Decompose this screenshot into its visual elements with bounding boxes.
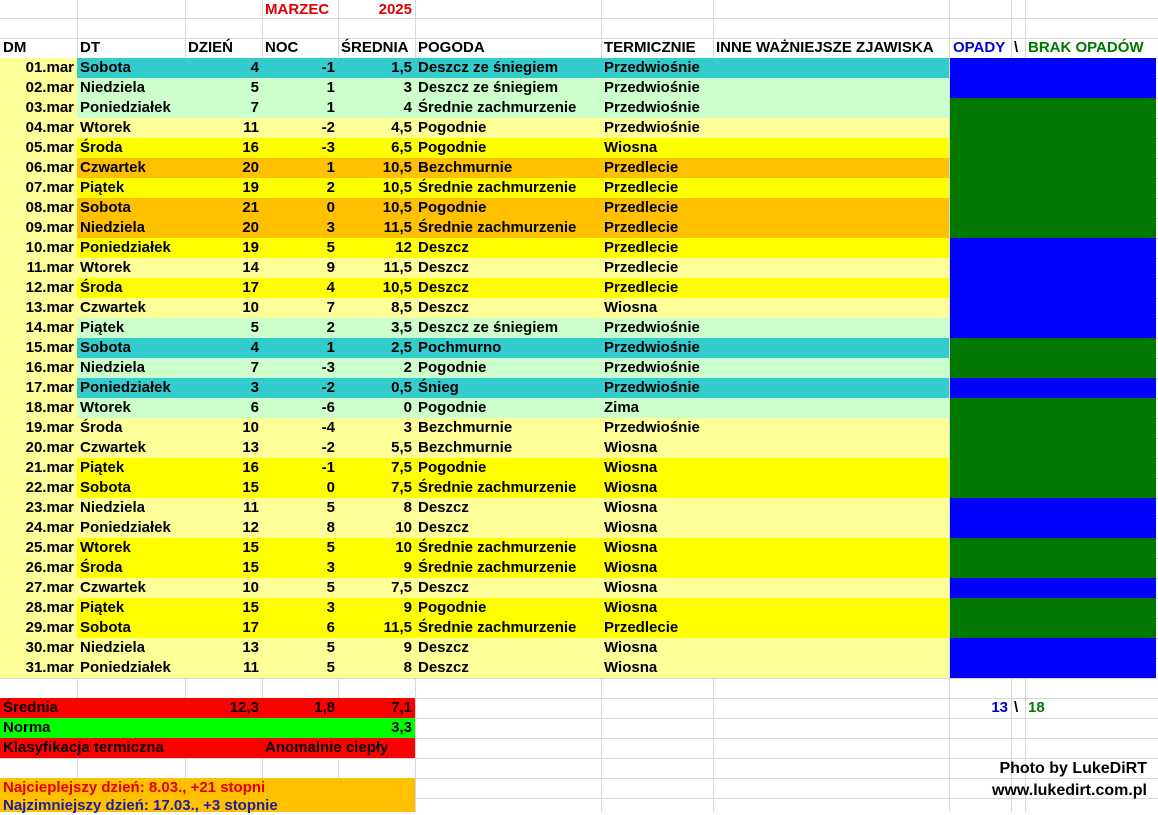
cell-dt: Środa <box>80 419 123 436</box>
cell-dm: 25.mar <box>25 539 74 556</box>
cell-thermal: Przedlecie <box>604 259 679 276</box>
cell-night: -1 <box>321 459 335 476</box>
cell-day: 15 <box>242 559 259 576</box>
cell-avg: 2,5 <box>391 339 412 356</box>
cell-weather: Deszcz <box>418 259 469 276</box>
cell-night: -1 <box>321 59 335 76</box>
photo-credit: Photo by LukeDiRT <box>999 760 1147 777</box>
summary-separator: \ <box>1014 699 1019 716</box>
cell-avg: 9 <box>403 599 412 616</box>
precip-days-count: 13 <box>991 699 1008 716</box>
cell-avg: 0 <box>403 399 412 416</box>
cell-thermal: Wiosna <box>604 299 658 316</box>
cell-night: 5 <box>326 499 335 516</box>
cell-thermal: Przedlecie <box>604 199 679 216</box>
precip-indicator <box>950 518 1156 538</box>
cell-night: 9 <box>326 259 335 276</box>
cell-weather: Średnie zachmurzenie <box>418 619 577 636</box>
cell-weather: Deszcz <box>418 639 469 656</box>
cell-night: -6 <box>321 399 335 416</box>
cell-dm: 28.mar <box>25 599 74 616</box>
cell-weather: Pochmurno <box>418 339 502 356</box>
cell-dm: 10.mar <box>25 239 74 256</box>
cell-day: 11 <box>243 659 259 676</box>
cell-weather: Średnie zachmurzenie <box>418 479 577 496</box>
cell-weather: Pogodnie <box>418 139 487 156</box>
average-day: 12,3 <box>229 699 259 716</box>
cell-thermal: Przedwiośnie <box>604 59 700 76</box>
cell-day: 19 <box>242 179 259 196</box>
cell-avg: 9 <box>403 559 412 576</box>
cell-night: 5 <box>326 659 335 676</box>
average-mean: 7,1 <box>391 699 412 716</box>
header-dt: DT <box>80 39 100 56</box>
cell-thermal: Przedlecie <box>604 219 679 236</box>
cell-dm: 26.mar <box>25 559 74 576</box>
precip-indicator <box>950 298 1156 318</box>
cell-thermal: Wiosna <box>604 639 658 656</box>
cell-dm: 07.mar <box>25 179 74 196</box>
cell-dm: 23.mar <box>25 499 74 516</box>
cell-weather: Pogodnie <box>418 459 487 476</box>
cell-day: 4 <box>250 339 259 356</box>
cell-dm: 18.mar <box>25 399 74 416</box>
cell-thermal: Przedwiośnie <box>604 79 700 96</box>
header-separator: \ <box>1014 39 1019 56</box>
cell-avg: 11,5 <box>383 219 412 236</box>
header-avg: ŚREDNIA <box>341 39 409 56</box>
cell-day: 10 <box>242 579 259 596</box>
cell-avg: 7,5 <box>391 459 412 476</box>
cell-dt: Czwartek <box>80 159 146 176</box>
cell-night: 2 <box>326 179 335 196</box>
cell-night: 3 <box>326 219 335 236</box>
classification-label: Klasyfikacja termiczna <box>3 739 164 756</box>
no-precip-indicator <box>950 558 1156 578</box>
header-precip: OPADY <box>953 39 1006 56</box>
cell-avg: 6,5 <box>391 139 412 156</box>
cell-thermal: Przedwiośnie <box>604 339 700 356</box>
cell-night: 2 <box>326 319 335 336</box>
cell-night: 4 <box>326 279 335 296</box>
cell-weather: Deszcz ze śniegiem <box>418 79 559 96</box>
cell-avg: 7,5 <box>391 479 412 496</box>
no-precip-indicator <box>950 198 1156 218</box>
cell-day: 5 <box>250 79 259 96</box>
no-precip-indicator <box>950 538 1156 558</box>
cell-dm: 19.mar <box>25 419 74 436</box>
cell-avg: 3,5 <box>391 319 412 336</box>
cell-night: -4 <box>321 419 335 436</box>
cell-dt: Piątek <box>80 599 125 616</box>
cell-day: 20 <box>242 219 259 236</box>
cell-avg: 10,5 <box>382 159 412 176</box>
cell-dt: Wtorek <box>80 539 131 556</box>
cell-night: 8 <box>326 519 335 536</box>
cell-night: -2 <box>321 119 335 136</box>
cell-dm: 16.mar <box>25 359 74 376</box>
cell-avg: 10 <box>395 519 412 536</box>
cell-night: 7 <box>326 299 335 316</box>
cell-weather: Pogodnie <box>418 399 487 416</box>
cell-day: 10 <box>242 419 259 436</box>
cell-night: 0 <box>326 479 335 496</box>
classification-value: Anomalnie ciepły <box>265 739 389 756</box>
grid-row-line <box>0 18 1158 19</box>
cell-day: 7 <box>250 359 259 376</box>
cell-weather: Średnie zachmurzenie <box>418 179 577 196</box>
cell-thermal: Przedlecie <box>604 619 679 636</box>
cell-day: 6 <box>250 399 259 416</box>
cell-thermal: Wiosna <box>604 539 658 556</box>
no-precip-indicator <box>950 398 1156 418</box>
cell-day: 12 <box>242 519 259 536</box>
cell-dm: 24.mar <box>25 519 74 536</box>
cell-dt: Środa <box>80 139 123 156</box>
cell-weather: Pogodnie <box>418 119 487 136</box>
cell-thermal: Wiosna <box>604 439 658 456</box>
cell-dt: Sobota <box>80 59 131 76</box>
no-precip-indicator <box>950 458 1156 478</box>
cell-avg: 8 <box>403 659 412 676</box>
cell-dm: 31.mar <box>25 659 74 676</box>
cell-dt: Sobota <box>80 199 131 216</box>
cell-thermal: Wiosna <box>604 139 658 156</box>
precip-indicator <box>950 658 1156 678</box>
cell-day: 16 <box>242 139 259 156</box>
no-precip-indicator <box>950 598 1156 618</box>
cell-avg: 10,5 <box>382 279 412 296</box>
cell-dt: Czwartek <box>80 299 146 316</box>
cell-thermal: Przedwiośnie <box>604 99 700 116</box>
no-precip-indicator <box>950 358 1156 378</box>
cell-dm: 30.mar <box>25 639 74 656</box>
cell-dt: Niedziela <box>80 499 146 516</box>
cell-avg: 8 <box>403 499 412 516</box>
cell-weather: Śnieg <box>418 379 459 396</box>
cell-weather: Deszcz <box>418 579 469 596</box>
cell-dm: 02.mar <box>25 79 74 96</box>
cell-avg: 3 <box>403 419 412 436</box>
cell-day: 15 <box>242 479 259 496</box>
cell-weather: Średnie zachmurzenie <box>418 539 577 556</box>
cell-dt: Niedziela <box>80 639 146 656</box>
cell-thermal: Przedwiośnie <box>604 359 700 376</box>
website-link[interactable]: www.lukedirt.com.pl <box>992 782 1147 799</box>
cell-dt: Sobota <box>80 339 131 356</box>
cell-weather: Średnie zachmurzenie <box>418 559 577 576</box>
cell-avg: 0,5 <box>391 379 412 396</box>
cell-thermal: Wiosna <box>604 579 658 596</box>
no-precip-indicator <box>950 98 1156 118</box>
cell-avg: 10,5 <box>382 179 412 196</box>
cell-dt: Wtorek <box>80 399 131 416</box>
header-other: INNE WAŻNIEJSZE ZJAWISKA <box>716 39 934 56</box>
cell-weather: Deszcz <box>418 299 469 316</box>
cell-day: 3 <box>250 379 259 396</box>
no-precip-indicator <box>950 178 1156 198</box>
cell-thermal: Przedlecie <box>604 179 679 196</box>
cell-thermal: Wiosna <box>604 599 658 616</box>
precip-indicator <box>950 58 1156 78</box>
cell-day: 5 <box>250 319 259 336</box>
cell-night: -3 <box>321 139 335 156</box>
cell-night: 5 <box>326 639 335 656</box>
cell-night: -2 <box>321 379 335 396</box>
cell-weather: Deszcz <box>418 279 469 296</box>
cell-thermal: Przedwiośnie <box>604 379 700 396</box>
cell-night: 1 <box>326 99 335 116</box>
cell-day: 21 <box>242 199 259 216</box>
no-precip-indicator <box>950 338 1156 358</box>
average-label: Średnia <box>3 699 59 716</box>
cell-day: 17 <box>242 619 259 636</box>
cell-night: -3 <box>321 359 335 376</box>
cell-dm: 04.mar <box>25 119 74 136</box>
coldest-day-note: Najzimniejszy dzień: 17.03., +3 stopnie <box>3 797 278 814</box>
norm-label: Norma <box>3 719 51 736</box>
cell-dm: 01.mar <box>25 59 74 76</box>
cell-dm: 21.mar <box>25 459 74 476</box>
cell-day: 4 <box>250 59 259 76</box>
cell-weather: Deszcz ze śniegiem <box>418 59 559 76</box>
cell-day: 7 <box>250 99 259 116</box>
cell-dt: Poniedziałek <box>80 519 171 536</box>
cell-dt: Środa <box>80 279 123 296</box>
cell-avg: 7,5 <box>391 579 412 596</box>
cell-dt: Piątek <box>80 179 125 196</box>
cell-thermal: Wiosna <box>604 499 658 516</box>
cell-avg: 11,5 <box>383 619 412 636</box>
cell-dt: Poniedziałek <box>80 659 171 676</box>
precip-indicator <box>950 78 1156 98</box>
header-weather: POGODA <box>418 39 485 56</box>
no-precip-indicator <box>950 418 1156 438</box>
precip-indicator <box>950 578 1156 598</box>
cell-avg: 5,5 <box>391 439 412 456</box>
cell-thermal: Wiosna <box>604 459 658 476</box>
cell-weather: Średnie zachmurzenie <box>418 219 577 236</box>
cell-dt: Czwartek <box>80 439 146 456</box>
cell-dt: Sobota <box>80 619 131 636</box>
cell-avg: 10,5 <box>382 199 412 216</box>
cell-thermal: Wiosna <box>604 659 658 676</box>
warmest-day-note: Najcieplejszy dzień: 8.03., +21 stopni <box>3 779 266 796</box>
cell-night: 6 <box>326 619 335 636</box>
precip-indicator <box>950 498 1156 518</box>
cell-dt: Niedziela <box>80 219 146 236</box>
header-day: DZIEŃ <box>188 39 233 56</box>
cell-weather: Średnie zachmurzenie <box>418 99 577 116</box>
cell-avg: 3 <box>403 79 412 96</box>
cell-thermal: Przedlecie <box>604 239 679 256</box>
no-precip-indicator <box>950 438 1156 458</box>
cell-dm: 14.mar <box>25 319 74 336</box>
cell-day: 15 <box>242 539 259 556</box>
cell-dt: Niedziela <box>80 359 146 376</box>
cell-avg: 4 <box>403 99 412 116</box>
cell-weather: Deszcz ze śniegiem <box>418 319 559 336</box>
cell-weather: Deszcz <box>418 239 469 256</box>
cell-dt: Sobota <box>80 479 131 496</box>
title-year: 2025 <box>378 1 412 18</box>
cell-dt: Wtorek <box>80 119 131 136</box>
cell-dm: 03.mar <box>25 99 74 116</box>
cell-day: 13 <box>242 439 259 456</box>
cell-weather: Bezchmurnie <box>418 419 513 436</box>
cell-weather: Deszcz <box>418 659 469 676</box>
cell-dm: 15.mar <box>25 339 74 356</box>
no-precip-indicator <box>950 218 1156 238</box>
cell-thermal: Zima <box>604 399 640 416</box>
cell-dm: 08.mar <box>25 199 74 216</box>
cell-dt: Poniedziałek <box>80 239 171 256</box>
no-precip-indicator <box>950 118 1156 138</box>
cell-night: 5 <box>326 239 335 256</box>
precip-indicator <box>950 258 1156 278</box>
cell-dt: Środa <box>80 559 123 576</box>
no-precip-indicator <box>950 478 1156 498</box>
precip-indicator <box>950 318 1156 338</box>
cell-night: -2 <box>321 439 335 456</box>
cell-avg: 8,5 <box>391 299 412 316</box>
cell-dt: Piątek <box>80 459 125 476</box>
cell-weather: Pogodnie <box>418 599 487 616</box>
cell-dt: Czwartek <box>80 579 146 596</box>
noprecip-days-count: 18 <box>1028 699 1045 716</box>
header-night: NOC <box>265 39 299 56</box>
cell-day: 19 <box>242 239 259 256</box>
cell-dm: 09.mar <box>25 219 74 236</box>
cell-day: 11 <box>243 119 259 136</box>
cell-dt: Wtorek <box>80 259 131 276</box>
cell-night: 1 <box>326 159 335 176</box>
cell-night: 1 <box>326 339 335 356</box>
cell-night: 0 <box>326 199 335 216</box>
cell-thermal: Przedwiośnie <box>604 119 700 136</box>
cell-day: 14 <box>242 259 259 276</box>
cell-night: 3 <box>326 559 335 576</box>
cell-weather: Deszcz <box>418 519 469 536</box>
cell-avg: 10 <box>395 539 412 556</box>
cell-thermal: Przedlecie <box>604 159 679 176</box>
cell-avg: 12 <box>395 239 412 256</box>
cell-weather: Bezchmurnie <box>418 439 513 456</box>
cell-dt: Poniedziałek <box>80 379 171 396</box>
cell-thermal: Przedlecie <box>604 279 679 296</box>
cell-day: 16 <box>242 459 259 476</box>
precip-indicator <box>950 378 1156 398</box>
cell-weather: Pogodnie <box>418 199 487 216</box>
cell-dm: 11.mar <box>26 259 74 276</box>
cell-dm: 22.mar <box>25 479 74 496</box>
title-month: MARZEC <box>265 1 330 18</box>
header-noprecip: BRAK OPADÓW <box>1028 39 1144 56</box>
cell-dm: 27.mar <box>25 579 74 596</box>
cell-avg: 9 <box>403 639 412 656</box>
cell-day: 13 <box>242 639 259 656</box>
cell-night: 1 <box>326 79 335 96</box>
cell-dt: Piątek <box>80 319 125 336</box>
cell-thermal: Przedwiośnie <box>604 419 700 436</box>
cell-night: 3 <box>326 599 335 616</box>
no-precip-indicator <box>950 158 1156 178</box>
cell-avg: 11,5 <box>383 259 412 276</box>
no-precip-indicator <box>950 618 1156 638</box>
precip-indicator <box>950 238 1156 258</box>
precip-indicator <box>950 638 1156 658</box>
cell-dm: 13.mar <box>25 299 74 316</box>
cell-thermal: Wiosna <box>604 479 658 496</box>
cell-avg: 2 <box>403 359 412 376</box>
cell-weather: Deszcz <box>418 499 469 516</box>
cell-day: 10 <box>242 299 259 316</box>
header-dm: DM <box>3 39 27 56</box>
cell-dm: 12.mar <box>25 279 74 296</box>
cell-dm: 17.mar <box>25 379 74 396</box>
cell-dm: 20.mar <box>25 439 74 456</box>
cell-thermal: Wiosna <box>604 559 658 576</box>
cell-dm: 05.mar <box>25 139 74 156</box>
precip-indicator <box>950 278 1156 298</box>
cell-day: 15 <box>242 599 259 616</box>
header-thermal: TERMICZNIE <box>604 39 696 56</box>
cell-night: 5 <box>326 579 335 596</box>
cell-day: 11 <box>243 499 259 516</box>
cell-dm: 06.mar <box>25 159 74 176</box>
cell-avg: 4,5 <box>391 119 412 136</box>
cell-avg: 1,5 <box>391 59 412 76</box>
cell-dt: Poniedziałek <box>80 99 171 116</box>
cell-night: 5 <box>326 539 335 556</box>
cell-thermal: Wiosna <box>604 519 658 536</box>
cell-weather: Bezchmurnie <box>418 159 513 176</box>
cell-weather: Pogodnie <box>418 359 487 376</box>
cell-day: 20 <box>242 159 259 176</box>
average-night: 1,8 <box>314 699 335 716</box>
cell-dm: 29.mar <box>25 619 74 636</box>
cell-thermal: Przedwiośnie <box>604 319 700 336</box>
cell-dt: Niedziela <box>80 79 146 96</box>
cell-day: 17 <box>242 279 259 296</box>
no-precip-indicator <box>950 138 1156 158</box>
grid-row-line <box>0 678 1158 679</box>
norm-value: 3,3 <box>391 719 412 736</box>
